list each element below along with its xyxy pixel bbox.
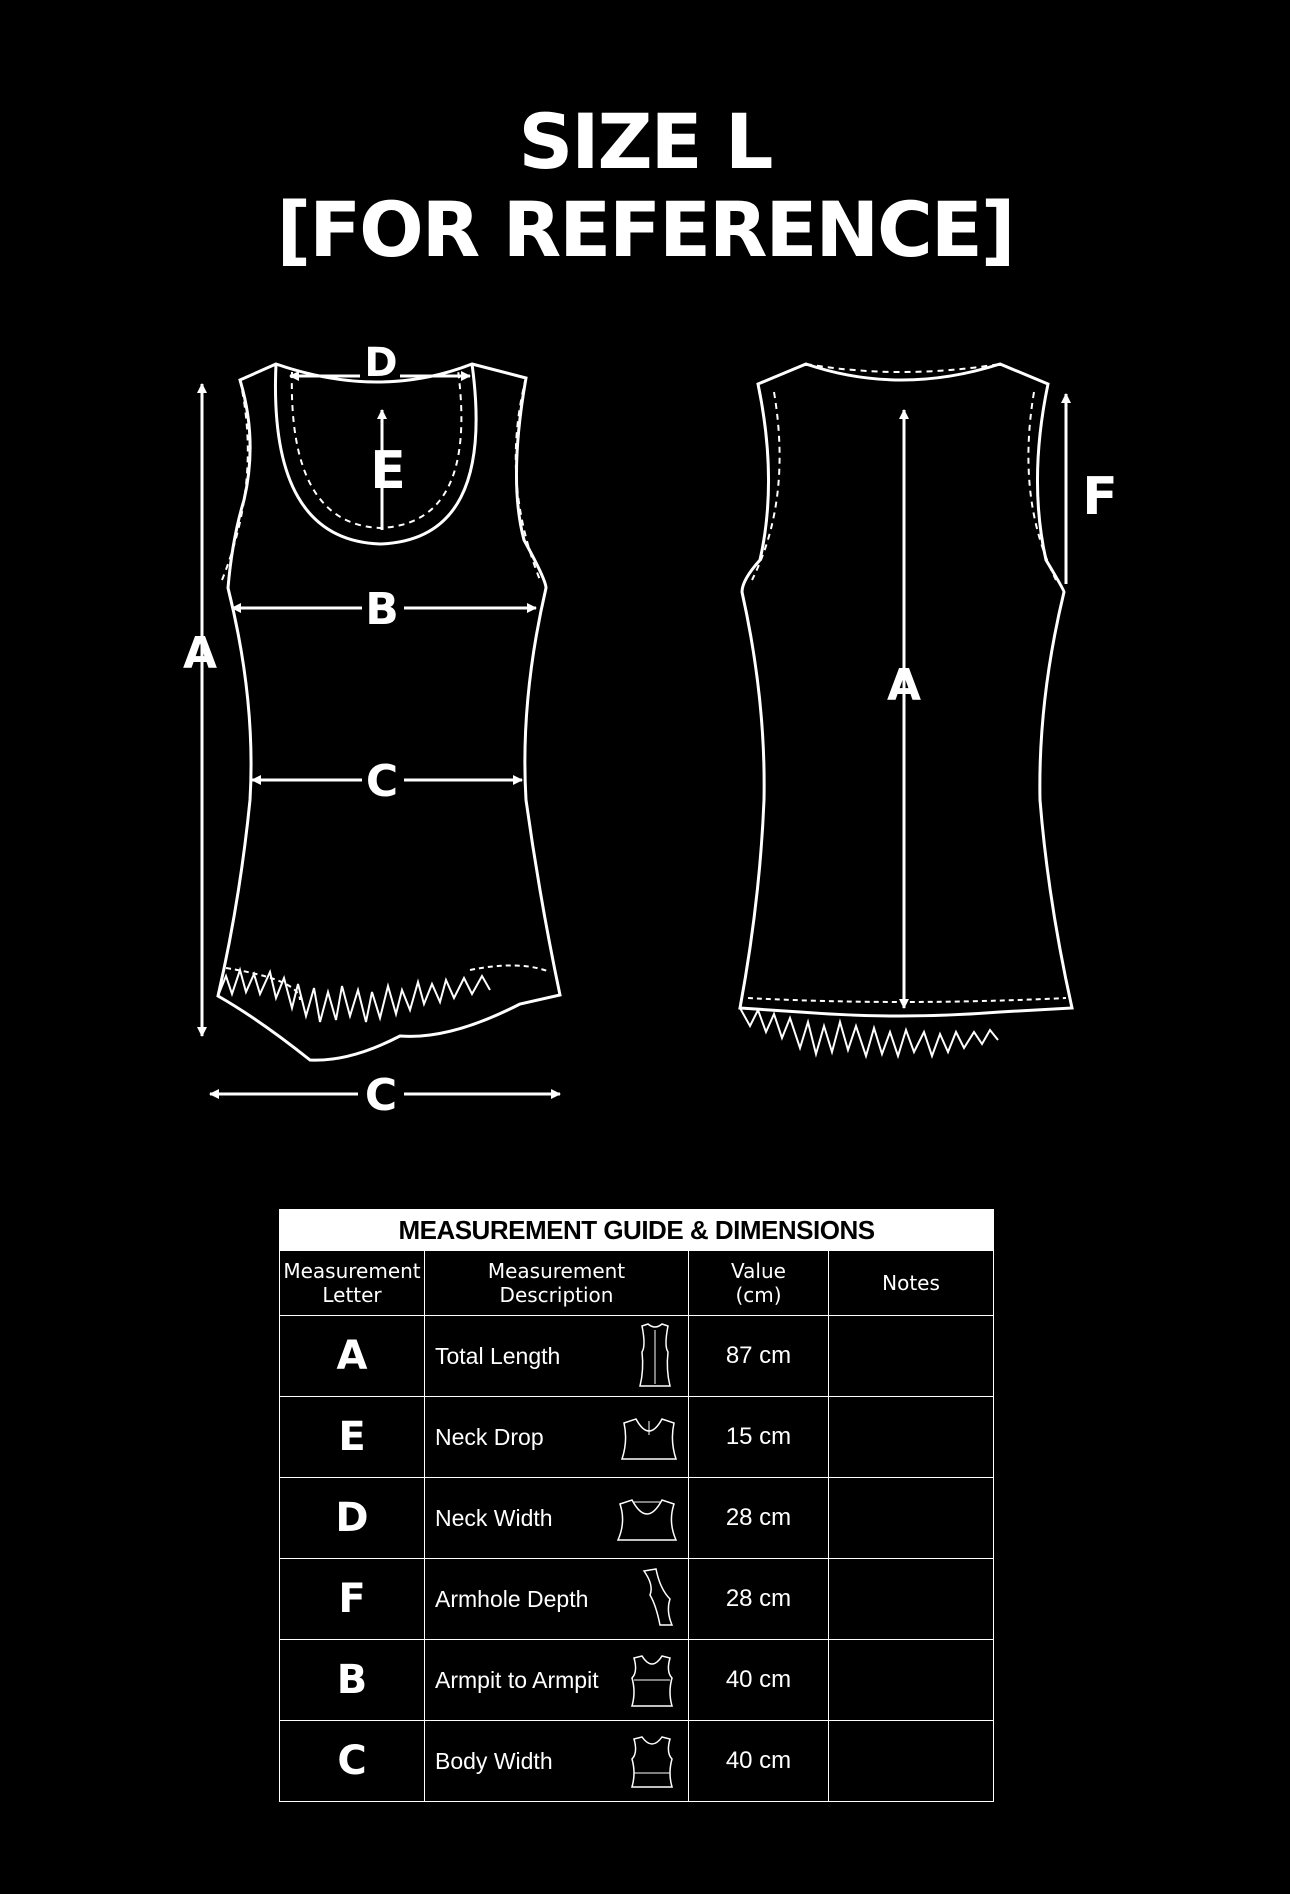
row-value: 28 cm bbox=[689, 1478, 829, 1559]
row-value: 87 cm bbox=[689, 1316, 829, 1397]
row-description: Neck Drop bbox=[425, 1397, 689, 1478]
page-title-reference: [FOR REFERENCE] bbox=[276, 185, 1014, 274]
row-letter: C bbox=[280, 1721, 425, 1802]
front-label-e: E bbox=[370, 441, 406, 501]
row-notes bbox=[829, 1559, 994, 1640]
row-letter: B bbox=[280, 1640, 425, 1721]
row-notes bbox=[829, 1397, 994, 1478]
row-notes bbox=[829, 1721, 994, 1802]
header-letter: Measurement Letter bbox=[280, 1251, 425, 1316]
row-description: Total Length bbox=[425, 1316, 689, 1397]
table-row bbox=[280, 1640, 994, 1721]
row-notes bbox=[829, 1316, 994, 1397]
row-letter: F bbox=[280, 1559, 425, 1640]
row-value: 40 cm bbox=[689, 1721, 829, 1802]
tank-body-width-icon bbox=[624, 1727, 680, 1793]
row-description: Armhole Depth bbox=[425, 1559, 689, 1640]
back-measure-arrows bbox=[904, 394, 1066, 1008]
table-row bbox=[280, 1397, 994, 1478]
back-label-a: A bbox=[886, 660, 922, 711]
header-description: Measurement Description bbox=[425, 1251, 689, 1316]
tank-neck-drop-icon bbox=[618, 1403, 680, 1469]
row-notes bbox=[829, 1478, 994, 1559]
front-measure-labels bbox=[183, 340, 406, 1121]
table-row bbox=[280, 1559, 994, 1640]
header-notes: Notes bbox=[829, 1251, 994, 1316]
row-value: 15 cm bbox=[689, 1397, 829, 1478]
tank-length-icon bbox=[630, 1322, 680, 1390]
tank-armhole-icon bbox=[630, 1565, 680, 1631]
row-description: Neck Width bbox=[425, 1478, 689, 1559]
tank-neck-width-icon bbox=[614, 1484, 680, 1550]
row-value: 40 cm bbox=[689, 1640, 829, 1721]
row-description: Armpit to Armpit bbox=[425, 1640, 689, 1721]
back-measure-labels bbox=[887, 467, 1118, 711]
back-label-f: F bbox=[1082, 467, 1118, 527]
row-letter: E bbox=[280, 1397, 425, 1478]
front-label-a: A bbox=[182, 628, 218, 679]
page-title-size: SIZE L bbox=[518, 97, 772, 186]
row-value: 28 cm bbox=[689, 1559, 829, 1640]
front-label-c-body: C bbox=[365, 756, 399, 807]
measurement-table bbox=[279, 1209, 994, 1802]
row-description: Body Width bbox=[425, 1721, 689, 1802]
table-row bbox=[280, 1478, 994, 1559]
row-notes bbox=[829, 1640, 994, 1721]
table-row bbox=[280, 1316, 994, 1397]
header-value: Value (cm) bbox=[689, 1251, 829, 1316]
front-label-d: D bbox=[364, 340, 398, 386]
tank-armpit-icon bbox=[624, 1646, 680, 1712]
table-row bbox=[280, 1721, 994, 1802]
front-label-c-hem: C bbox=[364, 1070, 398, 1121]
front-label-b: B bbox=[365, 584, 399, 635]
table-title: MEASUREMENT GUIDE & DIMENSIONS bbox=[280, 1210, 994, 1251]
row-letter: A bbox=[280, 1316, 425, 1397]
row-letter: D bbox=[280, 1478, 425, 1559]
